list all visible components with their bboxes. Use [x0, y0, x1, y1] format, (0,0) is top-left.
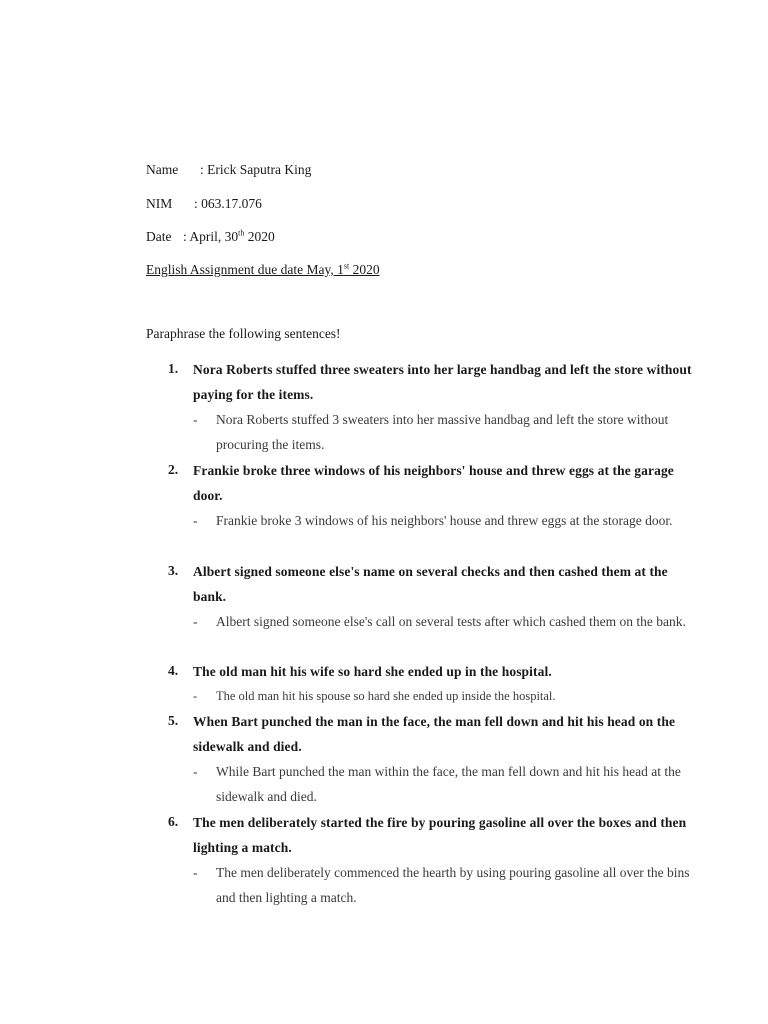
dash-bullet: -: [193, 513, 198, 528]
name-line: [146, 162, 311, 178]
item-answer: - While Bart punched the man within the face, the man fell down and hit his head at the sidewalk and died.: [193, 759, 698, 809]
dash-bullet: -: [193, 412, 198, 427]
item-question: When Bart punched the man in the face, the man fell down and hit his head on the sidewalk and died.: [193, 714, 676, 754]
item-answer: - Albert signed someone else's call on several tests after which cashed them on the bank.: [193, 609, 698, 634]
list-item: [146, 458, 706, 558]
list-item: [146, 559, 706, 659]
dash-bullet: -: [193, 865, 198, 880]
list-item: [146, 659, 706, 709]
nim-label: NIM: [146, 196, 173, 211]
item-question: Frankie broke three windows of his neighbors' house and threw eggs at the garage door.: [193, 463, 674, 503]
item-number: 2.: [168, 462, 179, 477]
item-question: The old man hit his wife so hard she ended up in the hospital.: [193, 664, 552, 679]
list-item: [146, 709, 706, 809]
item-question: Albert signed someone else's name on several checks and then cashed them at the bank.: [193, 564, 668, 604]
item-answer: - The men deliberately commenced the hearth by using pouring gasoline all over the bins and then lighting a match.: [193, 860, 698, 910]
date-line: [146, 229, 275, 245]
nim-value: : 063.17.076: [194, 196, 262, 211]
name-value: : Erick Saputra King: [200, 162, 312, 177]
item-number: 3.: [168, 563, 179, 578]
list-item: [146, 357, 706, 457]
date-value: : April, 30th 2020: [183, 228, 275, 244]
item-answer: - Frankie broke 3 windows of his neighbors' house and threw eggs at the storage door.: [193, 508, 698, 533]
dash-bullet: -: [193, 689, 198, 703]
item-answer: - Nora Roberts stuffed 3 sweaters into her massive handbag and left the store without procuring the items.: [193, 407, 698, 457]
item-number: 5.: [168, 713, 179, 728]
item-number: 4.: [168, 663, 179, 678]
item-number: 6.: [168, 814, 179, 829]
dash-bullet: -: [193, 764, 198, 779]
assignment-title: English Assignment due date May, 1st 2020: [146, 261, 380, 277]
item-number: 1.: [168, 361, 179, 376]
instruction-text: Paraphrase the following sentences!: [146, 326, 341, 341]
nim-line: [146, 196, 262, 212]
dash-bullet: -: [193, 614, 198, 629]
item-question: The men deliberately started the fire by pouring gasoline all over the boxes and then lighting a match.: [193, 815, 687, 855]
name-label: Name: [146, 162, 179, 177]
item-question: Nora Roberts stuffed three sweaters into her large handbag and left the store without paying for the items.: [193, 362, 692, 402]
date-label: Date: [146, 229, 172, 244]
item-answer: - The old man hit his spouse so hard she ended up inside the hospital.: [193, 684, 698, 709]
list-item: [146, 810, 706, 910]
